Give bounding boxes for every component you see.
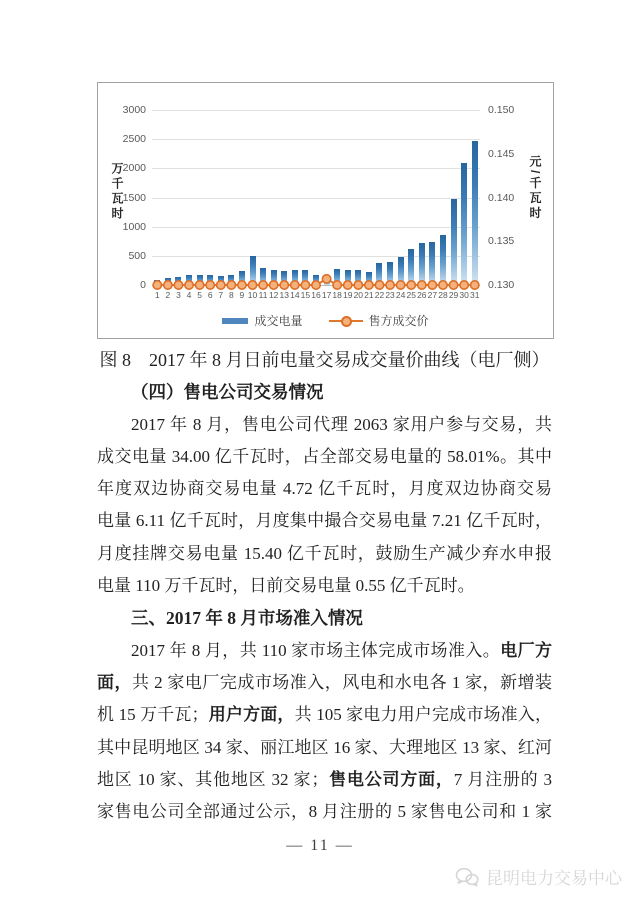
section-heading: （四）售电公司交易情况 [131, 382, 324, 403]
figure-chart [97, 82, 554, 339]
right-axis-tick: 0.140 [488, 191, 515, 204]
x-tick-label: 21 [364, 290, 374, 300]
price-marker [280, 281, 288, 289]
x-tick-label: 15 [300, 290, 311, 300]
chart-legend [98, 312, 553, 329]
x-tick-label: 10 [247, 290, 258, 300]
x-tick-label: 18 [332, 290, 342, 300]
price-marker [301, 281, 309, 289]
text-line: 电量 6.11 亿千瓦时，月度集中撮合交易电量 7.21 亿千瓦时， [97, 511, 552, 531]
x-tick-label: 14 [290, 290, 300, 300]
price-marker [206, 281, 214, 289]
price-marker [238, 281, 246, 289]
left-axis-tick: 500 [128, 249, 146, 262]
price-marker [449, 281, 457, 289]
text-line: 成交电量 34.00 亿千瓦时，占全部交易电量的 58.01%。其中 [97, 446, 552, 466]
left-axis-title: 万千瓦时 [110, 162, 124, 222]
text-line: 月度挂牌交易电量 15.40 亿千瓦时，鼓励生产减少弃水申报 [97, 543, 552, 563]
x-tick-label: 31 [469, 290, 480, 300]
text-line: 面，共 2 家电厂完成市场准入，风电和水电各 1 家，新增装 [97, 672, 552, 692]
x-tick-label: 25 [406, 290, 416, 300]
left-axis-tick: 2500 [122, 133, 146, 146]
price-line-layer [152, 110, 480, 295]
price-marker [259, 281, 267, 289]
x-tick-label: 17 [321, 290, 332, 300]
x-tick-label: 22 [374, 290, 385, 300]
x-tick-label: 6 [207, 290, 213, 300]
watermark [455, 864, 622, 889]
text-flow [97, 344, 552, 828]
legend-item-price [329, 312, 429, 329]
price-marker [164, 281, 172, 289]
legend-label-volume: 成交电量 [254, 314, 303, 328]
x-tick-label: 16 [311, 290, 321, 300]
section-heading: 三、2017 年 8 月市场准入情况 [131, 608, 363, 629]
text-line: 其中昆明地区 34 家、丽江地区 16 家、大理地区 13 家、红河 [97, 737, 552, 757]
marker-ring-icon [341, 316, 352, 327]
price-marker [195, 281, 203, 289]
x-tick-label: 20 [353, 290, 364, 300]
x-tick-label: 23 [385, 290, 395, 300]
legend-item-volume [222, 312, 302, 329]
price-marker [407, 281, 415, 289]
text-line: 2017 年 8 月，共 110 家市场主体完成市场准入。电厂方 [131, 640, 552, 660]
x-tick-label: 26 [417, 290, 427, 300]
price-marker [312, 281, 320, 289]
price-marker [333, 281, 341, 289]
x-tick-label: 30 [459, 290, 469, 300]
x-tick-label: 19 [343, 290, 353, 300]
price-marker [269, 281, 277, 289]
left-axis-tick: 1500 [122, 191, 146, 204]
price-marker [248, 281, 256, 289]
right-axis-tick: 0.150 [488, 104, 515, 116]
x-tick-label: 27 [427, 290, 438, 300]
x-tick-label: 11 [258, 290, 268, 300]
right-axis-tick: 0.130 [488, 279, 515, 291]
price-marker [185, 281, 193, 289]
price-marker [471, 281, 479, 289]
text-line: 地区 10 家、其他地区 32 家；售电公司方面，7 月注册的 3 [97, 769, 552, 789]
right-axis-tick: 0.135 [488, 235, 515, 248]
left-axis-tick: 3000 [122, 104, 146, 116]
price-marker [291, 281, 299, 289]
x-tick-label: 28 [438, 290, 448, 300]
line-swatch-icon [329, 320, 363, 322]
x-tick-label: 5 [197, 290, 202, 300]
bar-swatch-icon [222, 318, 248, 324]
price-marker [375, 281, 383, 289]
price-marker [217, 281, 225, 289]
legend-label-price: 售方成交价 [368, 314, 429, 328]
watermark-text: 昆明电力交易中心 [486, 869, 622, 888]
text-line: 电量 110 万千瓦时，日前交易电量 0.55 亿千瓦时。 [97, 576, 475, 596]
x-tick-label: 13 [279, 290, 289, 300]
price-marker [322, 275, 330, 283]
x-tick-label: 24 [395, 290, 406, 300]
price-marker [344, 281, 352, 289]
price-marker [365, 281, 373, 289]
price-marker [227, 281, 235, 289]
price-marker [418, 281, 426, 289]
price-marker [396, 281, 404, 289]
right-axis-title: 元/千瓦时 [528, 155, 542, 222]
x-tick-label: 8 [228, 290, 234, 300]
x-tick-label: 2 [165, 290, 171, 300]
right-axis-tick: 0.145 [488, 147, 515, 160]
text-line: 2017 年 8 月，售电公司代理 2063 家用户参与交易，共 [131, 414, 552, 434]
x-tick-label: 4 [186, 290, 192, 300]
x-tick-label: 3 [176, 290, 181, 300]
x-tick-label: 9 [239, 290, 245, 300]
price-marker [428, 281, 436, 289]
price-marker [354, 281, 362, 289]
x-tick-label: 12 [268, 290, 279, 300]
text-line: 机 15 万千瓦；用户方面，共 105 家电力用户完成市场准入， [97, 705, 552, 725]
figure-caption: 图 8 2017 年 8 月日前电量交易成交量价曲线（电厂侧） [99, 350, 550, 370]
price-marker [439, 281, 447, 289]
x-tick-label: 1 [154, 290, 160, 300]
left-axis-tick: 2000 [122, 162, 146, 175]
x-tick-label: 7 [218, 290, 224, 300]
x-tick-label: 29 [448, 290, 459, 300]
price-marker [174, 281, 182, 289]
wechat-icon [455, 867, 479, 887]
page-number: — 11 — [286, 837, 354, 854]
price-marker [460, 281, 468, 289]
price-marker [153, 281, 161, 289]
text-line: 年度双边协商交易电量 4.72 亿千瓦时，月度双边协商交易 [97, 479, 552, 499]
plot-area [122, 104, 515, 300]
text-line: 家售电公司全部通过公示，8 月注册的 5 家售电公司和 1 家 [97, 802, 552, 822]
left-axis-tick: 0 [140, 279, 146, 291]
price-marker [386, 281, 394, 289]
left-axis-tick: 1000 [122, 220, 146, 233]
